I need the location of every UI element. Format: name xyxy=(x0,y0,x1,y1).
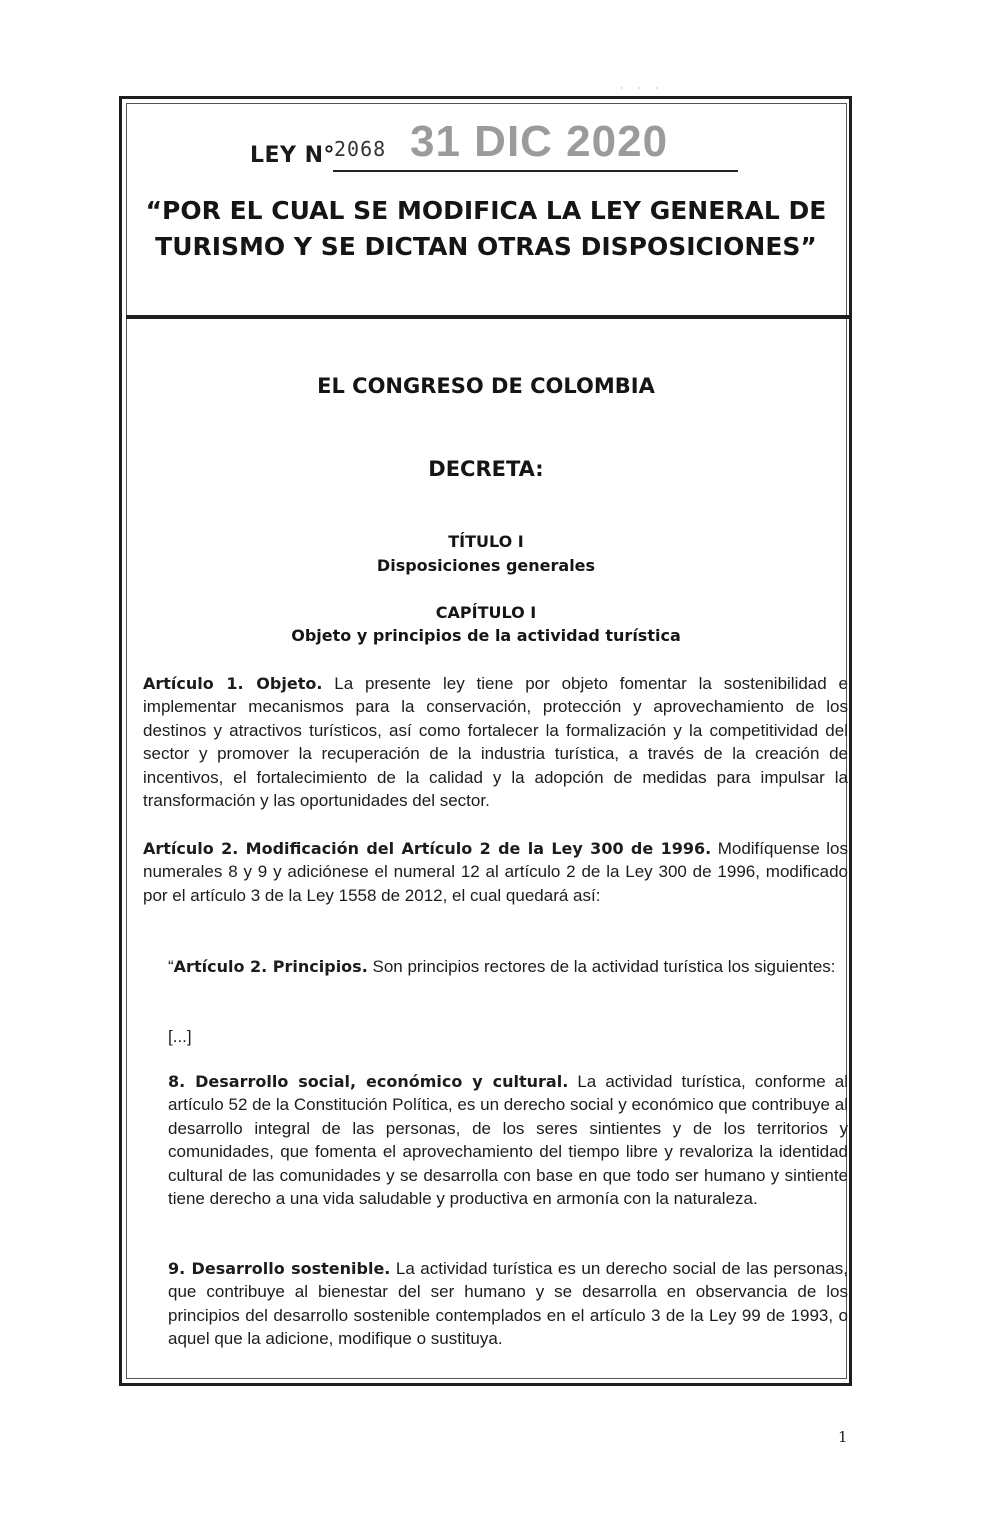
numeral-9 xyxy=(168,1257,848,1351)
numeral-9-heading: 9. Desarrollo sostenible. xyxy=(168,1259,391,1278)
title-heading: TÍTULO I xyxy=(448,532,524,551)
article-2-text: Modifíquense los numerales 8 y 9 y adiciónese el numeral 12 al artículo 2 de la Ley 300 de 1996, modificado por el artículo 3 de la Ley 1558 de 2012, el cual quedará así: xyxy=(143,839,849,905)
law-number-header xyxy=(250,117,750,175)
quoted-article-heading: Artículo 2. Principios. xyxy=(173,957,368,976)
chapter-heading: CAPÍTULO I xyxy=(435,603,537,622)
date-stamp: 31 DIC 2020 xyxy=(410,117,669,166)
decreta-heading: DECRETA: xyxy=(428,457,544,481)
law-number-underline xyxy=(333,170,738,172)
quoted-article-text: Son principios rectores de la actividad turística los siguientes: xyxy=(367,957,836,976)
article-1-text: La presente ley tiene por objeto fomentar la sostenibilidad e implementar mecanismos para la conservación, protección y aprovechamiento de los destinos y atractivos turísticos, así como fortalecer la formalización y la competitividad del sector y promover la recuperación de la industria turística, a través de la creación de incentivos, el fortalecimiento de la calidad y la adopción de medidas para impulsar la transformación y las oportunidades del sector. xyxy=(143,674,848,811)
law-number: 2068 xyxy=(334,137,387,161)
law-number-label: LEY N° xyxy=(250,143,336,168)
numeral-9-text: La actividad turística es un derecho social de las personas, que contribuye al bienestar del ser humano y se desarrolla en observancia de los principios del desarrollo sostenible contemplados en el artículo 3 de la Ley 99 de 1993, o aquel que la adicione, modifique o sustituya. xyxy=(168,1259,849,1349)
quoted-article xyxy=(168,955,848,978)
law-title xyxy=(130,193,842,265)
scan-specks: · · · xyxy=(620,84,665,94)
title-name: Disposiciones generales xyxy=(376,556,596,575)
law-title-line-1: “POR EL CUAL SE MODIFICA LA LEY GENERAL DE xyxy=(145,196,827,225)
open-quote: “ xyxy=(168,957,174,976)
numeral-8 xyxy=(168,1070,848,1210)
article-1 xyxy=(143,672,848,812)
header-divider xyxy=(126,315,850,319)
article-2-heading: Artículo 2. Modificación del Artículo 2 de la Ley 300 de 1996. xyxy=(143,839,712,858)
page-number: 1 xyxy=(838,1428,848,1446)
law-title-line-2: TURISMO Y SE DICTAN OTRAS DISPOSICIONES” xyxy=(155,232,817,261)
omission-marker: [...] xyxy=(168,1027,192,1046)
numeral-8-heading: 8. Desarrollo social, económico y cultural. xyxy=(168,1072,569,1091)
chapter-name: Objeto y principios de la actividad turística xyxy=(291,626,681,645)
issuer-heading: EL CONGRESO DE COLOMBIA xyxy=(317,374,655,398)
article-2 xyxy=(143,837,848,907)
numeral-8-text: La actividad turística, conforme al artículo 52 de la Constitución Política, es un derecho social y económico que contribuye al desarrollo integral de las personas, de los seres sintientes y de los territorios y comunidades, que fomenta el aprovechamiento del tiempo libre y revaloriza la identidad cultural de las comunidades y se desarrolla con base en que todo ser humano y sintiente tiene derecho a una vida saludable y productiva en armonía con la naturaleza. xyxy=(168,1072,848,1209)
article-1-heading: Artículo 1. Objeto. xyxy=(143,674,323,693)
